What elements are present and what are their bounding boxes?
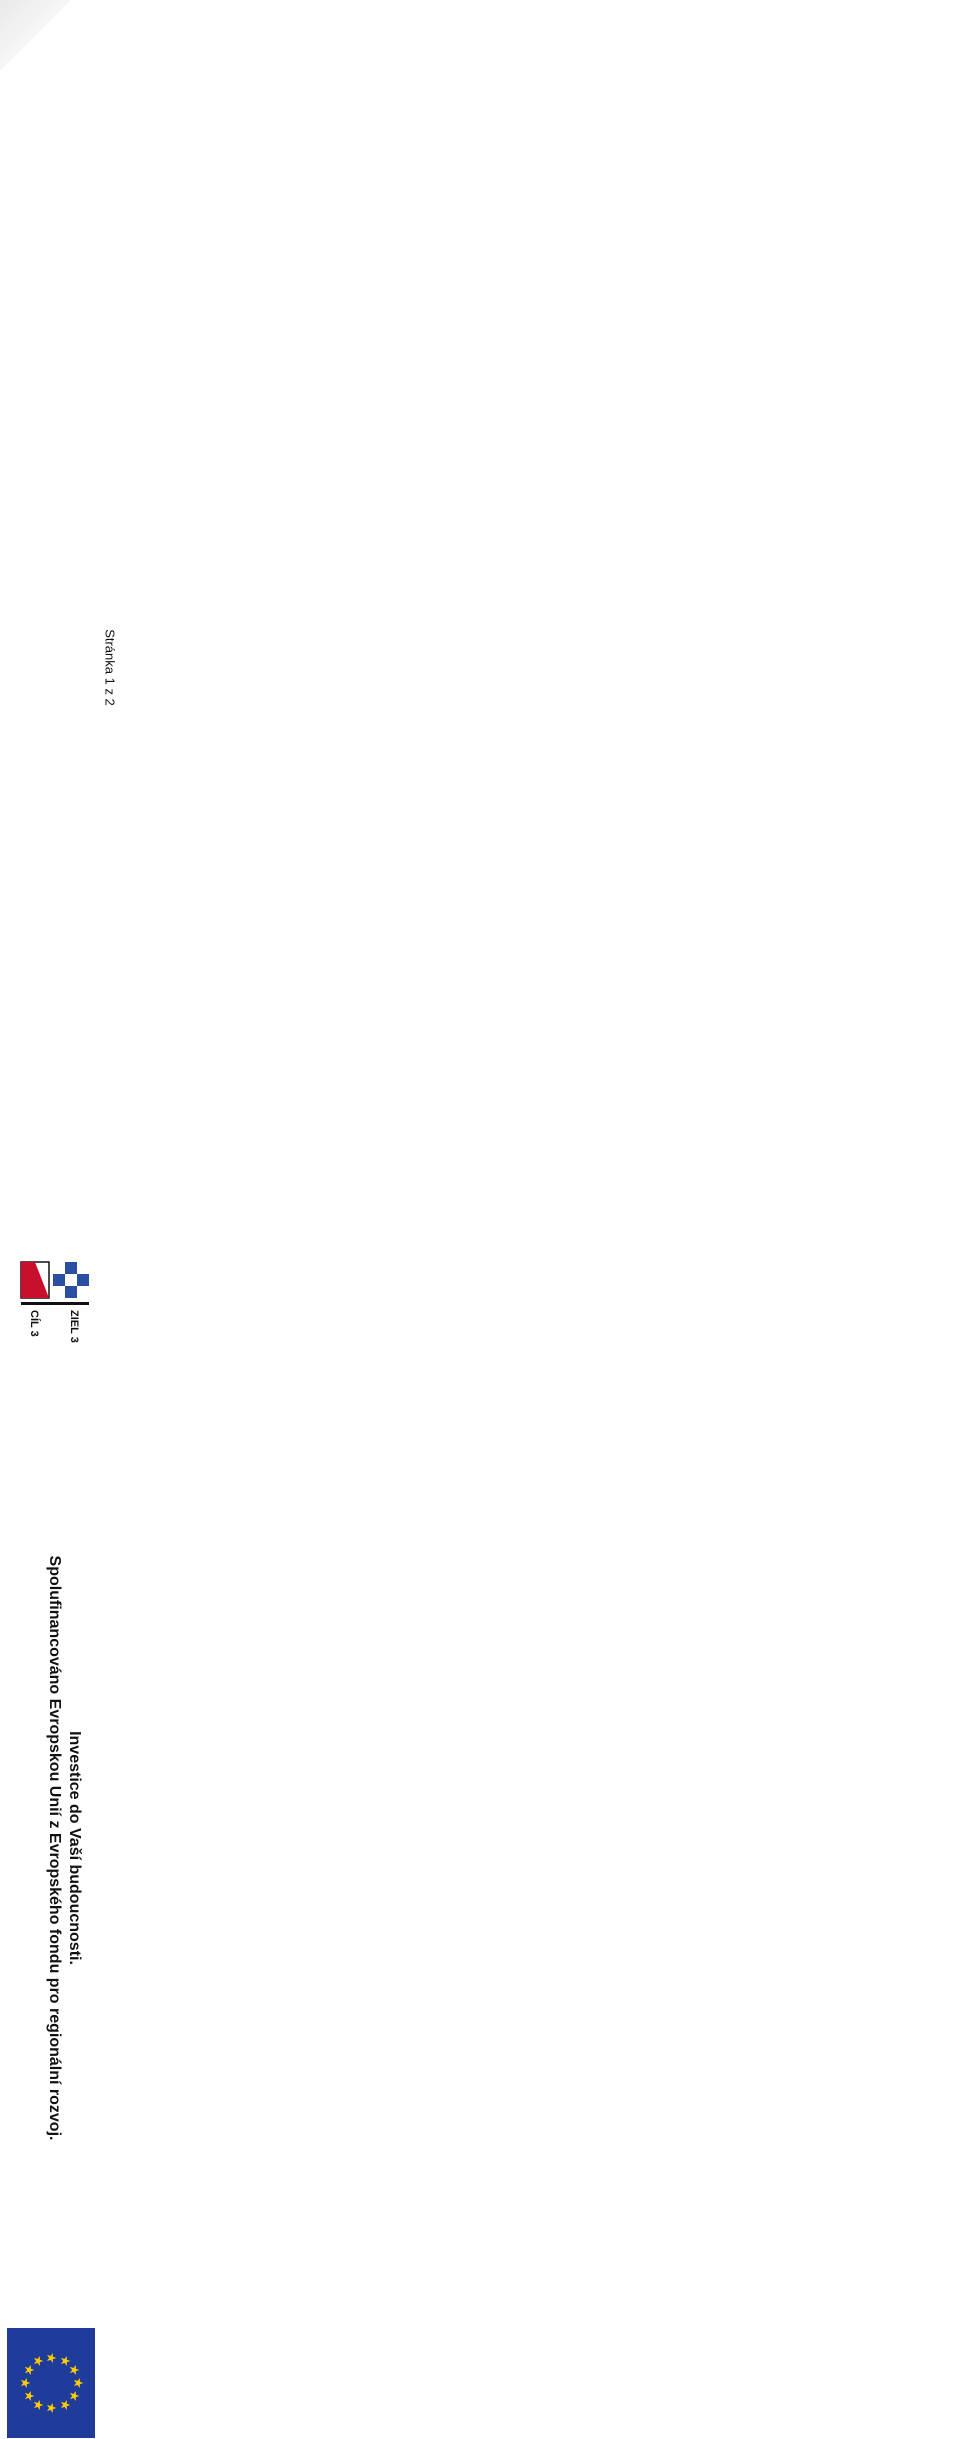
page-number: Stránka 1 z 2 xyxy=(102,629,118,706)
logo-text-bottom: CÍL 3 xyxy=(28,1310,40,1337)
svg-text:★: ★ xyxy=(43,2402,58,2414)
document-page xyxy=(0,1258,95,2438)
eu-flag-icon xyxy=(7,2328,95,2438)
svg-text:★: ★ xyxy=(66,2364,81,2376)
svg-text:★: ★ xyxy=(21,2364,36,2376)
svg-text:★: ★ xyxy=(30,2399,45,2411)
svg-text:★: ★ xyxy=(30,2355,45,2367)
page-corner-fold xyxy=(0,0,70,70)
svg-text:★: ★ xyxy=(21,2390,36,2402)
svg-text:★: ★ xyxy=(57,2355,72,2367)
svg-text:★: ★ xyxy=(17,2377,32,2389)
logo-text-top: ZIEL 3 xyxy=(68,1310,80,1343)
svg-text:★: ★ xyxy=(43,2352,58,2364)
header-slogan: Investice do Vaší budoucnosti. xyxy=(66,1731,83,1965)
svg-text:★: ★ xyxy=(66,2390,81,2402)
header xyxy=(0,1258,95,2438)
svg-text:★: ★ xyxy=(70,2377,85,2389)
ziel3-logo xyxy=(17,1258,95,1346)
header-cofinancing: Spolufinancováno Evropskou Unií z Evropského fondu pro regionální rozvoj. xyxy=(46,1555,63,2141)
svg-text:★: ★ xyxy=(57,2399,72,2411)
